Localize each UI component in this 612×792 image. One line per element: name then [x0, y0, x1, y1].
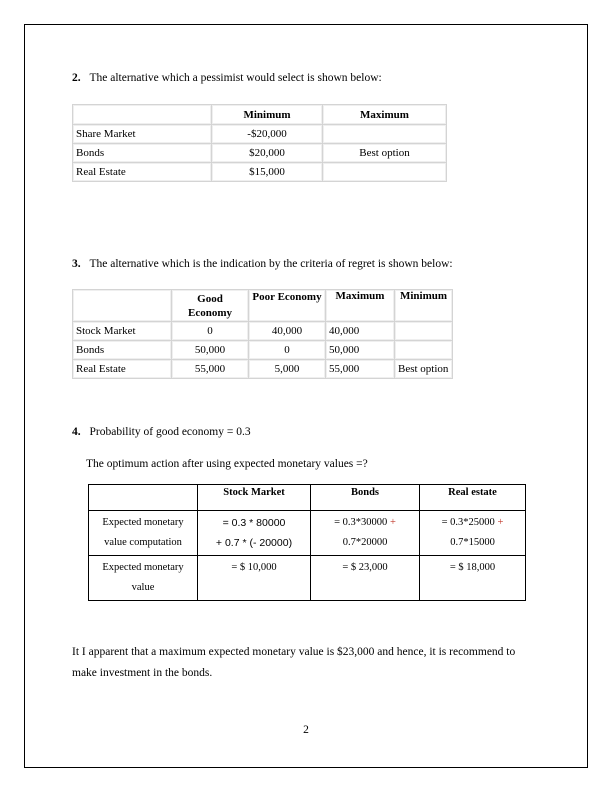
table-row: [73, 290, 453, 322]
table-row: [73, 341, 453, 360]
table-cell: Stock Market: [73, 322, 172, 341]
table-row: [73, 163, 447, 182]
table-cell: [89, 485, 198, 511]
table-cell: Best option: [323, 144, 447, 163]
q4-text: Probability of good economy = 0.3: [89, 426, 251, 438]
table-cell: [311, 556, 420, 601]
table-cell: 50,000: [172, 341, 249, 360]
table-row: [73, 144, 447, 163]
table-row: [89, 511, 526, 556]
table-cell: [311, 511, 420, 556]
q4-table: [88, 484, 526, 601]
stock-formula-line: + 0.7 * (- 20000): [215, 537, 293, 549]
q3-text: The alternative which is the indication by the criteria of regret is shown below:: [89, 258, 453, 270]
table-header: Maximum: [323, 105, 447, 125]
stock-formula-line: = 0.3 * 80000: [222, 517, 286, 529]
q4-subtext: The optimum action after using expected monetary values =?: [86, 458, 368, 470]
table-cell: -$20,000: [212, 125, 323, 144]
real-formula-line: 0.7*15000: [450, 537, 495, 548]
table-header: Poor Economy: [249, 290, 326, 322]
table-cell: Real Estate: [73, 360, 172, 379]
table-cell: $15,000: [212, 163, 323, 182]
table-header: Good Economy: [172, 290, 249, 322]
table-cell: [73, 105, 212, 125]
q2-text: The alternative which a pessimist would select is shown below:: [89, 72, 382, 84]
table-header: Maximum: [326, 290, 395, 322]
table-cell: Real Estate: [73, 163, 212, 182]
row-label-line: value: [131, 582, 155, 593]
table-cell: [323, 125, 447, 144]
q2-number: 2.: [72, 72, 81, 84]
table-header: Minimum: [395, 290, 453, 322]
stock-emv: = $ 10,000: [231, 562, 277, 573]
table-cell: Bonds: [73, 341, 172, 360]
table-cell: [420, 511, 526, 556]
real-formula-part: = 0.3*25000: [441, 517, 495, 528]
table-cell: [395, 341, 453, 360]
plus-sign: +: [494, 517, 504, 528]
table-header: Minimum: [212, 105, 323, 125]
table-cell: 0: [172, 322, 249, 341]
table-cell: [89, 556, 198, 601]
table-cell: 0: [249, 341, 326, 360]
real-formula-line: [424, 513, 521, 533]
table-row: [89, 485, 526, 511]
row-label-line: Expected monetary: [102, 562, 184, 573]
table-header: Stock Market: [198, 485, 311, 511]
table-cell: [198, 511, 311, 556]
table-cell: Bonds: [73, 144, 212, 163]
table-header: Real estate: [420, 485, 526, 511]
table-row: [73, 125, 447, 144]
table-cell: 50,000: [326, 341, 395, 360]
table-cell: Best option: [395, 360, 453, 379]
table-cell: [73, 290, 172, 322]
bonds-formula-line: [315, 513, 415, 533]
table-cell: 55,000: [172, 360, 249, 379]
q4-number: 4.: [72, 426, 81, 438]
table-cell: [323, 163, 447, 182]
table-cell: Share Market: [73, 125, 212, 144]
plus-sign: +: [387, 517, 396, 528]
table-cell: [420, 556, 526, 601]
table-cell: 55,000: [326, 360, 395, 379]
bonds-formula-line: 0.7*20000: [342, 537, 388, 548]
table-row: [73, 360, 453, 379]
table-cell: 40,000: [326, 322, 395, 341]
table-cell: $20,000: [212, 144, 323, 163]
table-row: [89, 556, 526, 601]
conclusion-paragraph: It I apparent that a maximum expected monetary value is $23,000 and hence, it is recommend to make investment in the bonds.: [72, 646, 516, 679]
row-label-line: Expected monetary: [102, 517, 184, 528]
q3-heading: [72, 258, 453, 270]
q3-number: 3.: [72, 258, 81, 270]
page-number: 2: [303, 724, 309, 736]
bonds-emv: = $ 23,000: [342, 562, 388, 573]
table-cell: 40,000: [249, 322, 326, 341]
q4-heading: [72, 426, 251, 438]
table-cell: 5,000: [249, 360, 326, 379]
bonds-formula-part: = 0.3*30000: [334, 517, 388, 528]
table-row: [73, 105, 447, 125]
q2-table: [72, 104, 447, 182]
row-label-line: value computation: [104, 537, 182, 548]
table-row: [73, 322, 453, 341]
q2-heading: [72, 72, 382, 84]
q3-table: [72, 289, 453, 379]
table-cell: [395, 322, 453, 341]
table-cell: [198, 556, 311, 601]
table-cell: [89, 511, 198, 556]
table-header: Bonds: [311, 485, 420, 511]
real-emv: = $ 18,000: [449, 562, 496, 573]
